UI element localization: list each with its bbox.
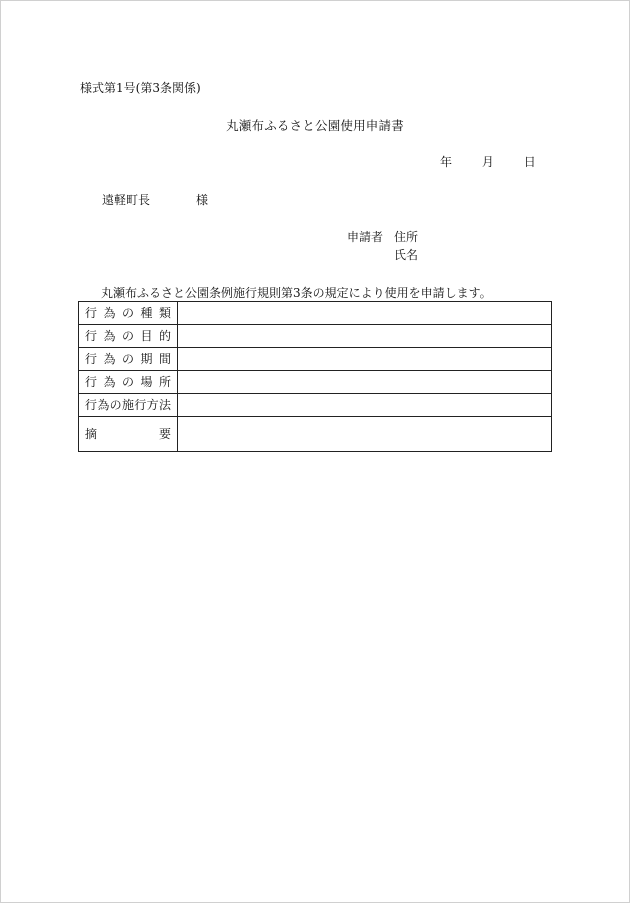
date-row bbox=[440, 155, 536, 169]
row-label-remarks: 摘要 bbox=[79, 417, 178, 452]
row-value-period[interactable] bbox=[178, 348, 552, 371]
form-number: 様式第1号(第3条関係) bbox=[80, 81, 201, 95]
document-title: 丸瀬布ふるさと公園使用申請書 bbox=[226, 118, 404, 133]
table-row bbox=[79, 371, 552, 394]
table-row bbox=[79, 325, 552, 348]
row-label-method: 行為の施行方法 bbox=[79, 394, 178, 417]
application-table bbox=[78, 301, 552, 452]
date-month-label: 月 bbox=[481, 155, 494, 169]
row-label-period: 行為の期間 bbox=[79, 348, 178, 371]
table-row bbox=[79, 394, 552, 417]
table-row bbox=[79, 302, 552, 325]
row-value-location[interactable] bbox=[178, 371, 552, 394]
row-value-purpose[interactable] bbox=[178, 325, 552, 348]
row-value-method[interactable] bbox=[178, 394, 552, 417]
date-year-label: 年 bbox=[440, 155, 453, 169]
row-label-location: 行為の場所 bbox=[79, 371, 178, 394]
application-statement: 丸瀬布ふるさと公園条例施行規則第3条の規定により使用を申請します。 bbox=[101, 286, 492, 300]
row-label-type: 行為の種類 bbox=[79, 302, 178, 325]
date-day-label: 日 bbox=[523, 155, 536, 169]
row-value-type[interactable] bbox=[178, 302, 552, 325]
applicant-label: 申請者 bbox=[347, 230, 384, 244]
table-row bbox=[79, 417, 552, 452]
applicant-address-label: 住所 bbox=[394, 230, 419, 244]
row-label-purpose: 行為の目的 bbox=[79, 325, 178, 348]
applicant-name-label: 氏名 bbox=[394, 248, 419, 262]
row-value-remarks[interactable] bbox=[178, 417, 552, 452]
addressee-name: 遠軽町長 bbox=[102, 193, 151, 207]
table-row bbox=[79, 348, 552, 371]
addressee-suffix: 様 bbox=[196, 193, 209, 207]
